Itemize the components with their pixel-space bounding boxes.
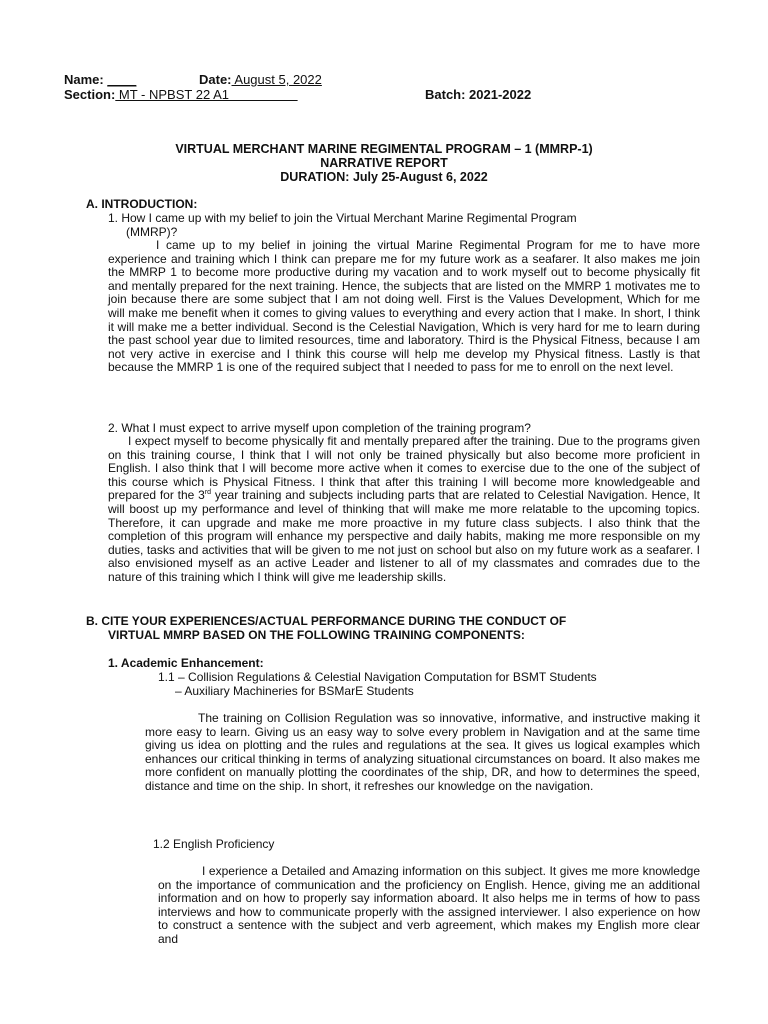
name-label: Name: <box>64 72 104 87</box>
date-value: August 5, 2022 <box>231 72 322 87</box>
section-a-heading: A. INTRODUCTION: <box>86 197 198 211</box>
question-2: 2. What I must expect to arrive myself upon completion of the training program? <box>108 421 531 435</box>
answer-1-paragraph: I came up to my belief in joining the virtual Marine Regimental Program for me to have more experience and training which I think can prepare me for my future work as a seafarer. It also makes me join the MMRP 1 to become more productive during my vacation and to work myself out to become physically fit and mentally prepared for the next training. Hence, the subjects that are listed on the MMRP 1 motivates me to join because there are some subject that I am not doing well. First is the Values Development, Which for me will make me benefit when it comes to giving values to everything and every action that I make. In short, I think it will make me a better individual. Second is the Celestial Navigation, Which is very hard for me to learn during the past school year due to limited resources, time and laboratory. Third is the Physical Fitness, because I am not very active in exercise and I think this course will help me develop my Physical fitness. Lastly is that because the MMRP 1 is one of the required subject that I needed to pass for me to enroll on the next level. <box>108 238 700 375</box>
name-field <box>64 72 136 88</box>
item-1-2: 1.2 English Proficiency <box>153 837 275 851</box>
document-duration: DURATION: July 25-August 6, 2022 <box>280 170 488 184</box>
section-label: Section: <box>64 87 116 102</box>
section-b-heading: B. CITE YOUR EXPERIENCES/ACTUAL PERFORMANCE DURING THE CONDUCT OF <box>86 614 567 628</box>
date-field <box>199 72 322 88</box>
section-b-heading-continued: VIRTUAL MMRP BASED ON THE FOLLOWING TRAINING COMPONENTS: <box>108 628 525 642</box>
answer-2-paragraph: I expect myself to become physically fit and mentally prepared after the training. Due to the programs given on this training course, I think that I will not only be trained physically but also become more proficient in English. I also think that I will become more active when it comes to exercise due to the one of the subject of this course which is Physical Fitness. I think that after this training I will become more knowledgeable and prepared for the 3rd year training and subjects including parts that are related to Celestial Navigation. Hence, It will boost up my performance and level of thinking that will make me more relatable to the upcoming topics. Therefore, it can upgrade and make me more proactive in my future class subjects. I also think that the completion of this program will enhance my perspective and daily habits, making me more responsible on my duties, tasks and activities that will be given to me not just on school but also on my future work as a seafarer. I also envisioned myself as an active Leader and listener to all of my classmates and comrades due to the nature of this training which I think will give me leadership skills. <box>108 434 700 584</box>
section-value: MT - NPBST 22 A1 <box>115 87 298 102</box>
batch-label: Batch: 2021-2022 <box>425 87 532 102</box>
question-1-continued: (MMRP)? <box>126 225 178 239</box>
section-field <box>64 87 298 103</box>
name-value: ____ <box>107 72 137 87</box>
document-title: VIRTUAL MERCHANT MARINE REGIMENTAL PROGRAM – 1 (MMRP-1) <box>175 142 593 156</box>
document-subtitle: NARRATIVE REPORT <box>320 156 448 170</box>
item-1-1: 1.1 – Collision Regulations & Celestial Navigation Computation for BSMT Students <box>158 670 597 684</box>
collision-regulation-paragraph: The training on Collision Regulation was so innovative, informative, and instructive making it more easy to learn. Giving us an easy way to solve every problem in Navigation and at the same time giving us idea on plotting and the rules and regulations at the sea. It gives us logical examples which enhances our critical thinking in terms of analyzing situational circumstances on board. It also makes me more confident on manually plotting the coordinates of the ship, DR, and how to determines the speed, distance and time on the ship. In short, it refreshes our knowledge on the navigation. <box>145 711 700 793</box>
date-label: Date: <box>199 72 232 87</box>
item-1-1-alt: – Auxiliary Machineries for BSMarE Students <box>175 684 414 698</box>
subsection-academic-enhancement: 1. Academic Enhancement: <box>108 656 264 670</box>
english-proficiency-paragraph: I experience a Detailed and Amazing information on this subject. It gives me more knowledge on the importance of communication and the proficiency on English. Hence, giving me an additional information and on how to properly say information aboard. It also helps me in terms of how to pass interviews and how to communicate properly with the assigned interviewer. I also experience on how to construct a sentence with the subject and verb agreement, which makes my English more clear and <box>158 864 700 946</box>
question-1: 1. How I came up with my belief to join the Virtual Merchant Marine Regimental Program <box>108 211 577 225</box>
